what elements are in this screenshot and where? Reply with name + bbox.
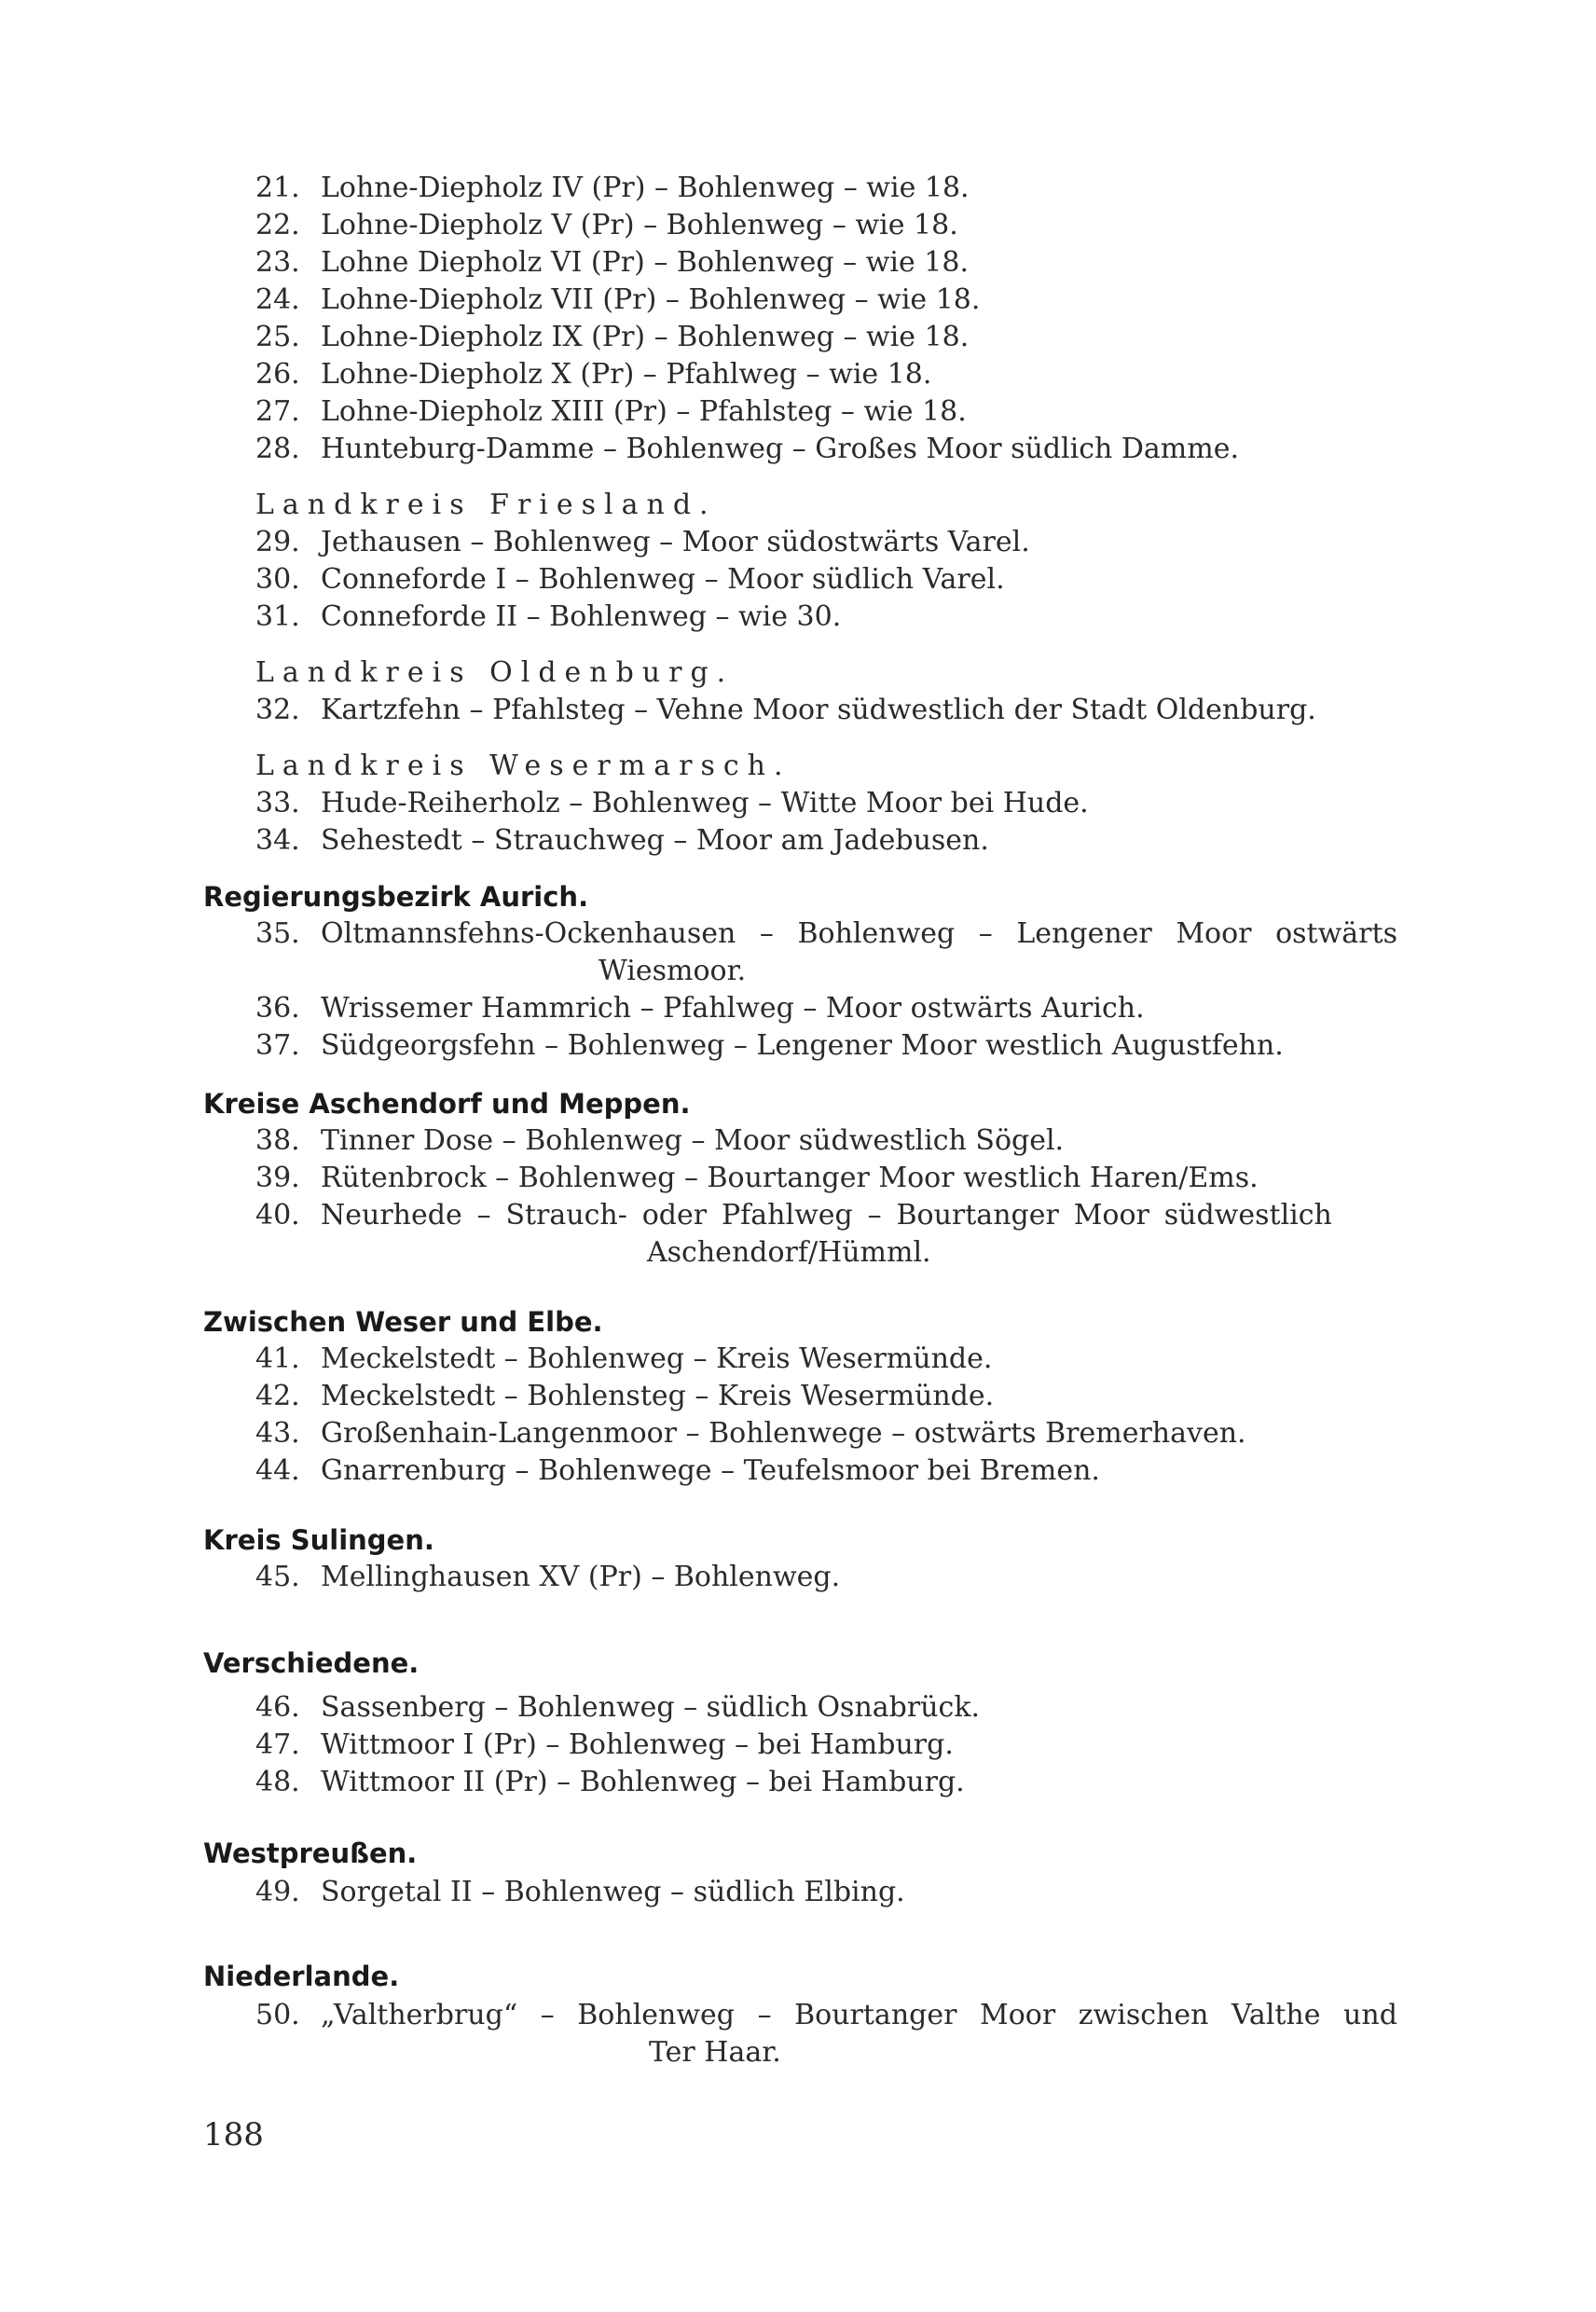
list-item bbox=[255, 599, 841, 636]
entry-text: Lohne-Diepholz IX (Pr) – Bohlenweg – wie 18. bbox=[321, 321, 970, 353]
entry-word: – bbox=[476, 1199, 491, 1232]
entry-word: Moor bbox=[1073, 1199, 1149, 1232]
entry-number: 23. bbox=[255, 246, 300, 279]
subsection-heading: Landkreis Friesland. bbox=[255, 489, 717, 521]
entry-number: 35. bbox=[255, 917, 300, 950]
entry-text: Südgeorgsfehn – Bohlenweg – Lengener Moor westlich Augustfehn. bbox=[321, 1029, 1284, 1062]
list-item bbox=[255, 1764, 965, 1801]
list-item bbox=[255, 990, 1145, 1027]
entry-number: 29. bbox=[255, 526, 300, 558]
entry-text: Wittmoor II (Pr) – Bohlenweg – bei Hamburg. bbox=[321, 1766, 965, 1798]
list-item bbox=[255, 1378, 994, 1415]
entry-text: Wrissemer Hammrich – Pfahlweg – Moor ostwärts Aurich. bbox=[321, 992, 1145, 1025]
section-heading: Regierungsbezirk Aurich. bbox=[203, 881, 589, 913]
entry-word: Lengener bbox=[1016, 917, 1152, 950]
list-item bbox=[255, 282, 980, 319]
list-item bbox=[255, 207, 958, 244]
entry-text: Sehestedt – Strauchweg – Moor am Jadebusen. bbox=[321, 824, 989, 857]
entry-number: 49. bbox=[255, 1876, 300, 1908]
entry-word: – bbox=[757, 1999, 772, 2031]
list-item bbox=[255, 393, 967, 431]
entry-number: 25. bbox=[255, 321, 300, 353]
entry-word: Bourtanger bbox=[896, 1199, 1059, 1232]
list-item bbox=[255, 915, 1397, 953]
entry-text: Conneforde II – Bohlenweg – wie 30. bbox=[321, 600, 842, 633]
entry-text: Lohne-Diepholz X (Pr) – Pfahlweg – wie 18. bbox=[321, 358, 932, 391]
entry-number: 48. bbox=[255, 1766, 300, 1798]
entry-number: 41. bbox=[255, 1342, 300, 1375]
list-item bbox=[255, 1122, 1064, 1160]
entry-text: Kartzfehn – Pfahlsteg – Vehne Moor südwestlich der Stadt Oldenburg. bbox=[321, 694, 1316, 726]
entry-number: 36. bbox=[255, 992, 300, 1025]
entry-text: Lohne-Diepholz VII (Pr) – Bohlenweg – wie 18. bbox=[321, 283, 981, 316]
entry-number: 30. bbox=[255, 563, 300, 596]
entry-number: 42. bbox=[255, 1380, 300, 1412]
list-item bbox=[255, 1415, 1246, 1452]
entry-word: Pfahlweg bbox=[722, 1199, 853, 1232]
entry-number: 46. bbox=[255, 1691, 300, 1724]
section-heading: Kreis Sulingen. bbox=[203, 1524, 434, 1556]
list-item bbox=[255, 1559, 840, 1596]
entry-continuation: Wiesmoor. bbox=[598, 955, 747, 987]
entry-word: Valthe bbox=[1231, 1999, 1321, 2031]
entry-text bbox=[321, 1997, 1397, 2034]
entry-number: 22. bbox=[255, 209, 300, 241]
entry-text: Sassenberg – Bohlenweg – südlich Osnabrück. bbox=[321, 1691, 981, 1724]
entry-number: 43. bbox=[255, 1417, 300, 1450]
entry-word: – bbox=[540, 1999, 555, 2031]
entry-number: 34. bbox=[255, 824, 300, 857]
entry-number: 39. bbox=[255, 1162, 300, 1194]
entry-continuation: Aschendorf/Hümml. bbox=[647, 1236, 931, 1269]
entry-word: „Valtherbrug“ bbox=[321, 1999, 518, 2031]
entry-word: Neurhede bbox=[321, 1199, 462, 1232]
entry-word: oder bbox=[641, 1199, 708, 1232]
entry-number: 44. bbox=[255, 1454, 300, 1487]
list-item bbox=[255, 785, 1089, 822]
entry-word: Bohlenweg bbox=[577, 1999, 736, 2031]
entry-text: Lohne Diepholz VI (Pr) – Bohlenweg – wie 18. bbox=[321, 246, 969, 279]
entry-number: 32. bbox=[255, 694, 300, 726]
subsection-heading: Landkreis Oldenburg. bbox=[255, 656, 735, 689]
section-heading: Westpreußen. bbox=[203, 1837, 418, 1869]
entry-text: Mellinghausen XV (Pr) – Bohlenweg. bbox=[321, 1561, 841, 1593]
entry-number: 28. bbox=[255, 433, 300, 465]
entry-text: Sorgetal II – Bohlenweg – südlich Elbing. bbox=[321, 1876, 905, 1908]
entry-text: Tinner Dose – Bohlenweg – Moor südwestlich Sögel. bbox=[321, 1124, 1065, 1157]
entry-word: – bbox=[978, 917, 993, 950]
entry-text: Meckelstedt – Bohlenweg – Kreis Wesermünde. bbox=[321, 1342, 993, 1375]
entry-number: 21. bbox=[255, 172, 300, 204]
list-item bbox=[255, 822, 989, 860]
section-heading: Zwischen Weser und Elbe. bbox=[203, 1306, 603, 1338]
entry-word: zwischen bbox=[1078, 1999, 1209, 2031]
entry-text: Lohne-Diepholz XIII (Pr) – Pfahlsteg – wie 18. bbox=[321, 395, 967, 428]
entry-word: – bbox=[867, 1199, 882, 1232]
entry-number: 45. bbox=[255, 1561, 300, 1593]
list-item bbox=[255, 1727, 954, 1764]
entry-text: Rütenbrock – Bohlenweg – Bourtanger Moor westlich Haren/Ems. bbox=[321, 1162, 1259, 1194]
entry-text: Hude-Reiherholz – Bohlenweg – Witte Moor bei Hude. bbox=[321, 787, 1089, 819]
list-item bbox=[255, 244, 969, 282]
entry-word: Strauch- bbox=[505, 1199, 627, 1232]
entry-word: und bbox=[1343, 1999, 1397, 2031]
entry-word: – bbox=[759, 917, 774, 950]
entry-number: 33. bbox=[255, 787, 300, 819]
entry-number: 37. bbox=[255, 1029, 300, 1062]
entry-word: ostwärts bbox=[1275, 917, 1397, 950]
entry-number: 27. bbox=[255, 395, 300, 428]
list-item bbox=[255, 1452, 1100, 1490]
section-heading: Kreise Aschendorf und Meppen. bbox=[203, 1088, 691, 1120]
entry-text: Lohne-Diepholz V (Pr) – Bohlenweg – wie 18. bbox=[321, 209, 958, 241]
entry-text: Lohne-Diepholz IV (Pr) – Bohlenweg – wie 18. bbox=[321, 172, 970, 204]
page-number: 188 bbox=[203, 2116, 264, 2154]
entry-word: südwestlich bbox=[1163, 1199, 1332, 1232]
entry-text bbox=[321, 1197, 1332, 1234]
list-item bbox=[255, 561, 1005, 599]
entry-text: Jethausen – Bohlenweg – Moor südostwärts Varel. bbox=[321, 526, 1030, 558]
list-item bbox=[255, 1160, 1259, 1197]
list-item bbox=[255, 524, 1030, 561]
entry-number: 24. bbox=[255, 283, 300, 316]
section-heading: Verschiedene. bbox=[203, 1647, 420, 1679]
list-item bbox=[255, 692, 1316, 729]
entry-number: 47. bbox=[255, 1728, 300, 1761]
list-item bbox=[255, 1341, 992, 1378]
entry-text: Gnarrenburg – Bohlenwege – Teufelsmoor bei Bremen. bbox=[321, 1454, 1100, 1487]
list-item bbox=[255, 1997, 1397, 2034]
list-item bbox=[255, 1197, 1332, 1234]
list-item bbox=[255, 356, 931, 393]
list-item bbox=[255, 1689, 980, 1727]
entry-number: 38. bbox=[255, 1124, 300, 1157]
entry-word: Oltmannsfehns-Ockenhausen bbox=[321, 917, 736, 950]
list-item bbox=[255, 1874, 905, 1911]
list-item bbox=[255, 1027, 1284, 1065]
entry-text: Wittmoor I (Pr) – Bohlenweg – bei Hamburg. bbox=[321, 1728, 954, 1761]
entry-word: Moor bbox=[1176, 917, 1252, 950]
list-item bbox=[255, 431, 1239, 468]
entry-number: 50. bbox=[255, 1999, 300, 2031]
list-item bbox=[255, 170, 970, 207]
entry-continuation: Ter Haar. bbox=[649, 2036, 781, 2069]
entry-text: Großenhain-Langenmoor – Bohlenwege – ostwärts Bremerhaven. bbox=[321, 1417, 1246, 1450]
entry-text: Meckelstedt – Bohlensteg – Kreis Wesermünde. bbox=[321, 1380, 995, 1412]
entry-word: Moor bbox=[980, 1999, 1056, 2031]
entry-number: 26. bbox=[255, 358, 300, 391]
list-item bbox=[255, 319, 969, 356]
entry-text: Hunteburg-Damme – Bohlenweg – Großes Moor südlich Damme. bbox=[321, 433, 1239, 465]
entry-number: 31. bbox=[255, 600, 300, 633]
entry-number: 40. bbox=[255, 1199, 300, 1232]
entry-word: Bourtanger bbox=[794, 1999, 957, 2031]
entry-text: Conneforde I – Bohlenweg – Moor südlich Varel. bbox=[321, 563, 1005, 596]
entry-text bbox=[321, 915, 1397, 953]
subsection-heading: Landkreis Wesermarsch. bbox=[255, 750, 791, 782]
entry-word: Bohlenweg bbox=[797, 917, 956, 950]
section-heading: Niederlande. bbox=[203, 1961, 400, 1992]
